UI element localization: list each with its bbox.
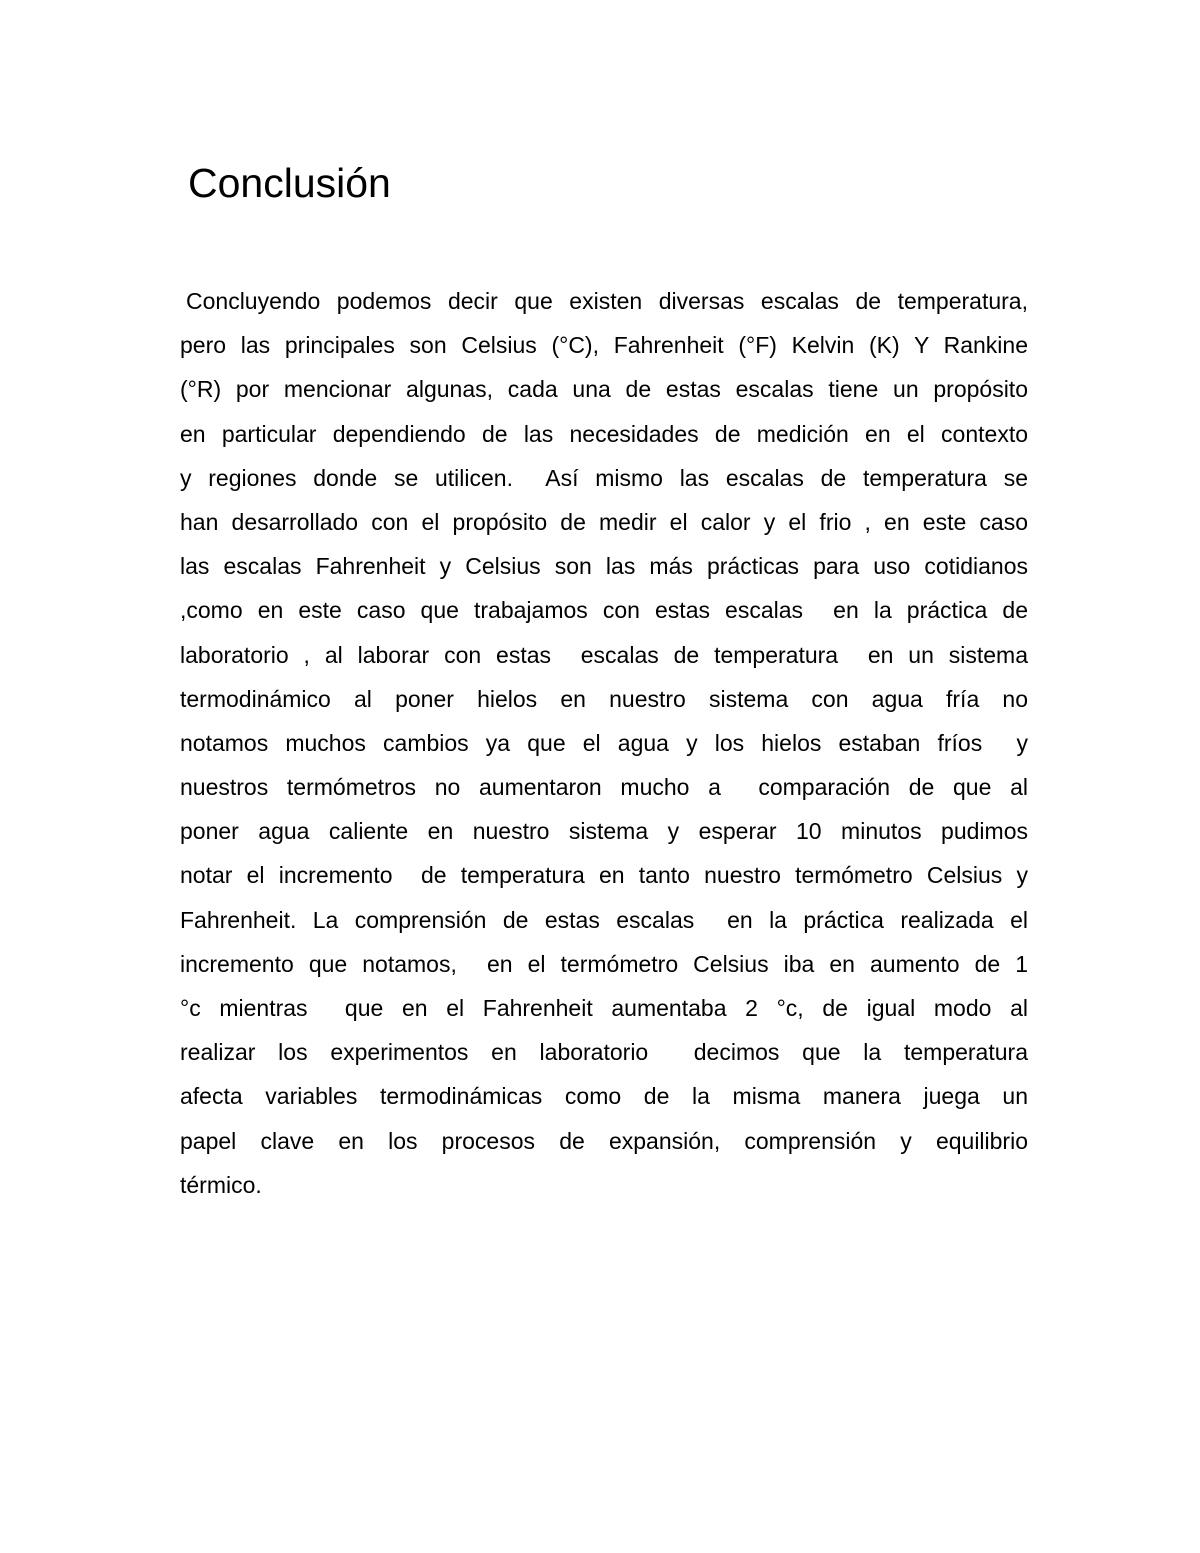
paragraph-line: Fahrenheit. La comprensión de estas escalas en la práctica realizada el [180,906,1028,933]
paragraph-line: °c mientras que en el Fahrenheit aumentaba 2 °c, de igual modo al [180,995,1028,1021]
conclusion-paragraph [180,279,1028,1207]
paragraph-line: notamos muchos cambios ya que el agua y los hielos estaban fríos y [180,729,1028,756]
paragraph-line: incremento que notamos, en el termómetro Celsius iba en aumento de 1 [180,950,1028,977]
paragraph-line: pero las principales son Celsius (°C), Fahrenheit (°F) Kelvin (K) Y Rankine [180,332,1028,359]
paragraph-line: las escalas Fahrenheit y Celsius son las más prácticas para uso cotidianos [180,553,1028,580]
paragraph-line: papel clave en los procesos de expansión, comprensión y equilibrio [180,1127,1028,1154]
paragraph-line: nuestros termómetros no aumentaron mucho a comparación de que al [180,774,1028,801]
paragraph-line: ,como en este caso que trabajamos con estas escalas en la práctica de [180,597,1028,624]
paragraph-line: poner agua caliente en nuestro sistema y esperar 10 minutos pudimos [180,818,1028,845]
paragraph-line: (°R) por mencionar algunas, cada una de estas escalas tiene un propósito [180,376,1028,403]
paragraph-line: térmico. [180,1171,262,1198]
paragraph-line: y regiones donde se utilicen. Así mismo las escalas de temperatura se [180,464,1028,491]
paragraph-line: Concluyendo podemos decir que existen diversas escalas de temperatura, [186,288,1028,314]
paragraph-line: afecta variables termodinámicas como de la misma manera juega un [180,1083,1028,1110]
paragraph-line: laboratorio , al laborar con estas escalas de temperatura en un sistema [180,641,1028,668]
page-title: Conclusión [188,160,391,206]
paragraph-line: notar el incremento de temperatura en tanto nuestro termómetro Celsius y [180,862,1028,889]
paragraph-line: han desarrollado con el propósito de medir el calor y el frio , en este caso [180,508,1028,535]
paragraph-line: en particular dependiendo de las necesidades de medición en el contexto [180,420,1028,447]
paragraph-line: realizar los experimentos en laboratorio decimos que la temperatura [180,1039,1028,1066]
paragraph-line: termodinámico al poner hielos en nuestro sistema con agua fría no [180,685,1028,712]
